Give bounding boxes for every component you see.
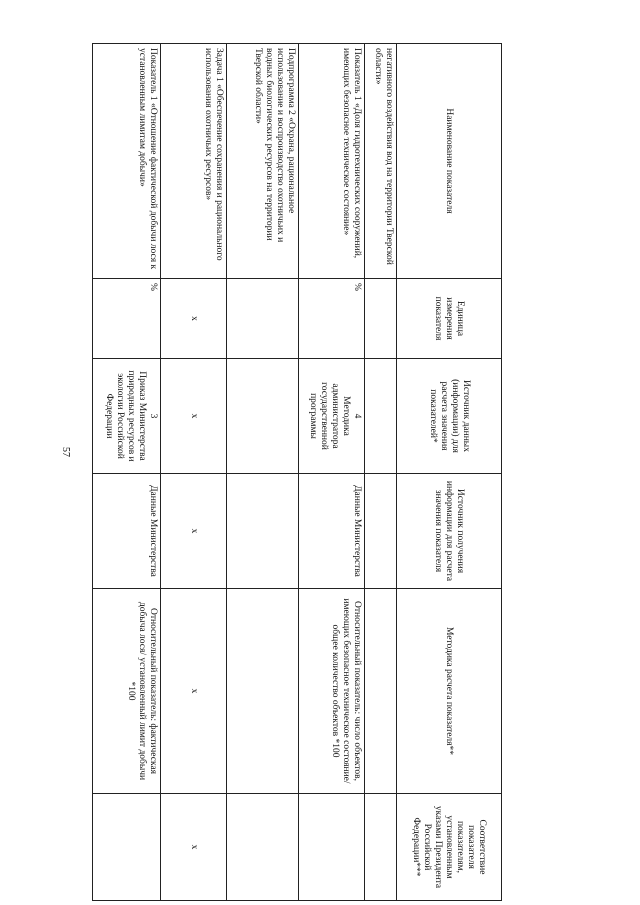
cell-unit xyxy=(365,279,397,359)
indicators-table xyxy=(92,43,502,901)
header-unit: Единица измерения показателя xyxy=(397,279,502,359)
cell-unit: x xyxy=(161,279,227,359)
table-row xyxy=(365,44,397,901)
cell-info-source: Данные Министерства xyxy=(93,474,161,589)
table-header-row xyxy=(397,44,502,901)
cell-name: Показатель 1 «Отношение фактической добычи лося к установленным лимитам добычи» xyxy=(93,44,161,279)
cell-name: Задача 1 «Обеспечение сохранения и рационального использования охотничьих ресурсов» xyxy=(161,44,227,279)
cell-decree xyxy=(365,794,397,901)
cell-data-source xyxy=(227,359,299,474)
header-info-source: Источник получения информации для расчета значения показателя xyxy=(397,474,502,589)
header-indicator-name: Наименование показателя xyxy=(397,44,502,279)
cell-unit xyxy=(227,279,299,359)
cell-info-source: Данные Министерства xyxy=(299,474,365,589)
header-presidential-decree-match: Соответствие показателя показателям, установленным указами Президента Российской Федерации*** xyxy=(397,794,502,901)
cell-info-source xyxy=(227,474,299,589)
cell-decree xyxy=(227,794,299,901)
header-calculation-method: Методика расчета показателя** xyxy=(397,589,502,794)
cell-data-source: x xyxy=(161,359,227,474)
cell-decree xyxy=(299,794,365,901)
cell-decree xyxy=(93,794,161,901)
cell-method xyxy=(365,589,397,794)
page-number: 57 xyxy=(60,447,71,457)
cell-name: Подпрограмма 2 «Охрана, рациональное использование и воспроизводство охотничьих и водных биологических ресурсов на территории Тверской области» xyxy=(227,44,299,279)
table-row xyxy=(161,44,227,901)
cell-info-source xyxy=(365,474,397,589)
cell-unit: % xyxy=(93,279,161,359)
cell-method: Относительный показатель: фактическая добыча лося/ установленный лимит добычи *100 xyxy=(93,589,161,794)
table-row xyxy=(299,44,365,901)
cell-method: x xyxy=(161,589,227,794)
table-row xyxy=(93,44,161,901)
cell-info-source: x xyxy=(161,474,227,589)
cell-data-source: 3 Приказ Министерства природных ресурсов и экологии Российской Федерации xyxy=(93,359,161,474)
cell-decree: x xyxy=(161,794,227,901)
cell-name: негативного воздействия вод на территории Тверской области» xyxy=(365,44,397,279)
cell-method xyxy=(227,589,299,794)
cell-unit: % xyxy=(299,279,365,359)
cell-name: Показатель 1 «Доля гидротехнических сооружений, имеющих безопасное техническое состояние» xyxy=(299,44,365,279)
header-data-source: Источник данных (информации) для расчета значения показателей* xyxy=(397,359,502,474)
table-row xyxy=(227,44,299,901)
cell-data-source xyxy=(365,359,397,474)
indicators-table-wrapper xyxy=(104,43,502,900)
cell-data-source: 4 Методика администратора государственной программы xyxy=(299,359,365,474)
cell-method: Относительный показатель: число объектов, имеющих безопасное техническое состояние/общее количество объектов *100 xyxy=(299,589,365,794)
